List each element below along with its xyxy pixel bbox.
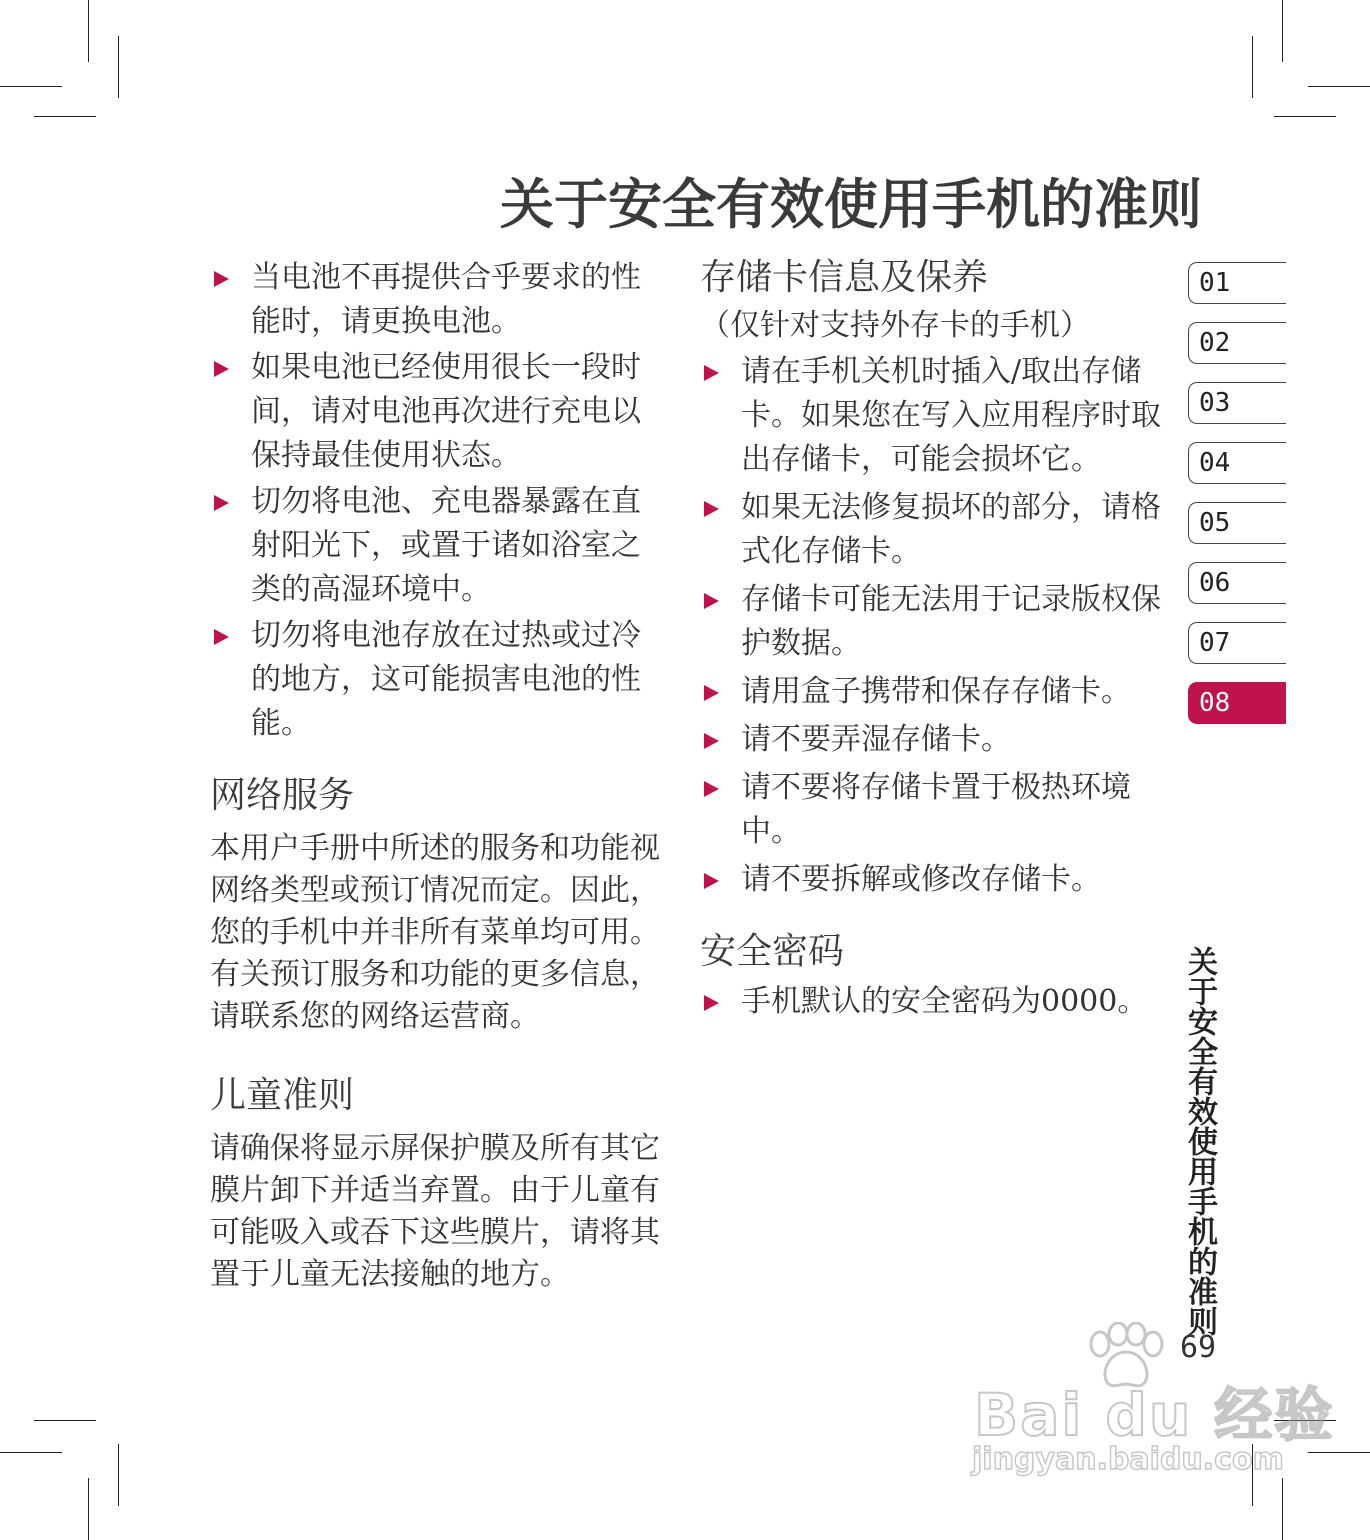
crop-mark (34, 116, 96, 117)
bullet-arrow-icon (214, 271, 229, 287)
crop-mark (34, 1420, 96, 1421)
list-item: 请不要拆解或修改存储卡。 (700, 858, 1170, 902)
list-item: 请在手机关机时插入/取出存储卡。如果您在写入应用程序时取出存储卡，可能会损坏它。 (700, 350, 1170, 482)
chapter-tab-03[interactable]: 03 (1188, 382, 1286, 424)
crop-mark (88, 0, 89, 62)
bullet-arrow-icon (704, 685, 719, 701)
chapter-tab-01[interactable]: 01 (1188, 262, 1286, 304)
network-services-text: 本用户手册中所述的服务和功能视网络类型或预订情况而定。因此，您的手机中并非所有菜单均可用。有关预订服务和功能的更多信息，请联系您的网络运营商。 (210, 831, 660, 1034)
page-title: 关于安全有效使用手机的准则 (500, 173, 1202, 236)
network-services-heading: 网络服务 (210, 775, 355, 816)
crop-mark (1308, 86, 1370, 87)
crop-mark (1308, 1452, 1370, 1453)
bullet-arrow-icon (704, 365, 719, 381)
crop-mark (88, 1478, 89, 1540)
list-item: 请不要将存储卡置于极热环境中。 (700, 766, 1170, 854)
crop-mark (0, 86, 62, 87)
memory-card-heading: 存储卡信息及保养 (700, 257, 989, 298)
watermark-url: jingyan.baidu.com (972, 1442, 1284, 1477)
children-guidelines-text: 请确保将显示屏保护膜及所有其它膜片卸下并适当弃置。由于儿童有可能吸入或吞下这些膜片，请将其置于儿童无法接触的地方。 (210, 1131, 660, 1292)
left-column (210, 256, 670, 1296)
chapter-tab-04[interactable]: 04 (1188, 442, 1286, 484)
bullet-arrow-icon (214, 361, 229, 377)
list-item: 切勿将电池存放在过热或过冷的地方，这可能损害电池的性能。 (210, 614, 670, 746)
bullet-arrow-icon (214, 629, 229, 645)
vertical-chapter-title: 关于安全有效使用手机的准则 (1182, 946, 1217, 1336)
chapter-tabs (1188, 262, 1286, 742)
page-number: 69 (1180, 1330, 1217, 1365)
list-item: 请不要弄湿存储卡。 (700, 718, 1170, 762)
crop-mark (1252, 36, 1253, 98)
crop-mark (1282, 1478, 1283, 1540)
crop-mark (1274, 116, 1336, 117)
list-item: 手机默认的安全密码为0000。 (700, 980, 1170, 1024)
baidu-watermark (968, 1322, 1335, 1482)
bullet-arrow-icon (704, 873, 719, 889)
battery-bullet-list (210, 256, 670, 746)
list-item: 如果无法修复损坏的部分，请格式化存储卡。 (700, 486, 1170, 574)
crop-mark (0, 1452, 62, 1453)
chapter-tab-06[interactable]: 06 (1188, 562, 1286, 604)
crop-mark (1282, 0, 1283, 62)
chapter-tab-08-active[interactable]: 08 (1188, 682, 1286, 724)
right-column (700, 256, 1170, 1028)
list-item: 请用盒子携带和保存存储卡。 (700, 670, 1170, 714)
security-code-heading: 安全密码 (700, 931, 845, 972)
bullet-arrow-icon (214, 495, 229, 511)
bullet-arrow-icon (704, 733, 719, 749)
bullet-arrow-icon (704, 995, 719, 1011)
bullet-arrow-icon (704, 501, 719, 517)
list-item: 当电池不再提供合乎要求的性能时，请更换电池。 (210, 256, 670, 344)
memory-card-bullet-list (700, 350, 1170, 902)
bullet-arrow-icon (704, 593, 719, 609)
crop-mark (118, 36, 119, 98)
chapter-tab-07[interactable]: 07 (1188, 622, 1286, 664)
list-item: 存储卡可能无法用于记录版权保护数据。 (700, 578, 1170, 666)
crop-mark (118, 1444, 119, 1506)
list-item: 切勿将电池、充电器暴露在直射阳光下，或置于诸如浴室之类的高湿环境中。 (210, 480, 670, 612)
chapter-tab-05[interactable]: 05 (1188, 502, 1286, 544)
memory-card-subtitle: （仅针对支持外存卡的手机） (700, 308, 1090, 343)
list-item: 如果电池已经使用很长一段时间，请对电池再次进行充电以保持最佳使用状态。 (210, 346, 670, 478)
bullet-arrow-icon (704, 781, 719, 797)
children-guidelines-heading: 儿童准则 (210, 1075, 355, 1116)
security-code-bullet-list (700, 980, 1170, 1024)
chapter-tab-02[interactable]: 02 (1188, 322, 1286, 364)
watermark-brand: Bai du 经验 (974, 1381, 1335, 1449)
